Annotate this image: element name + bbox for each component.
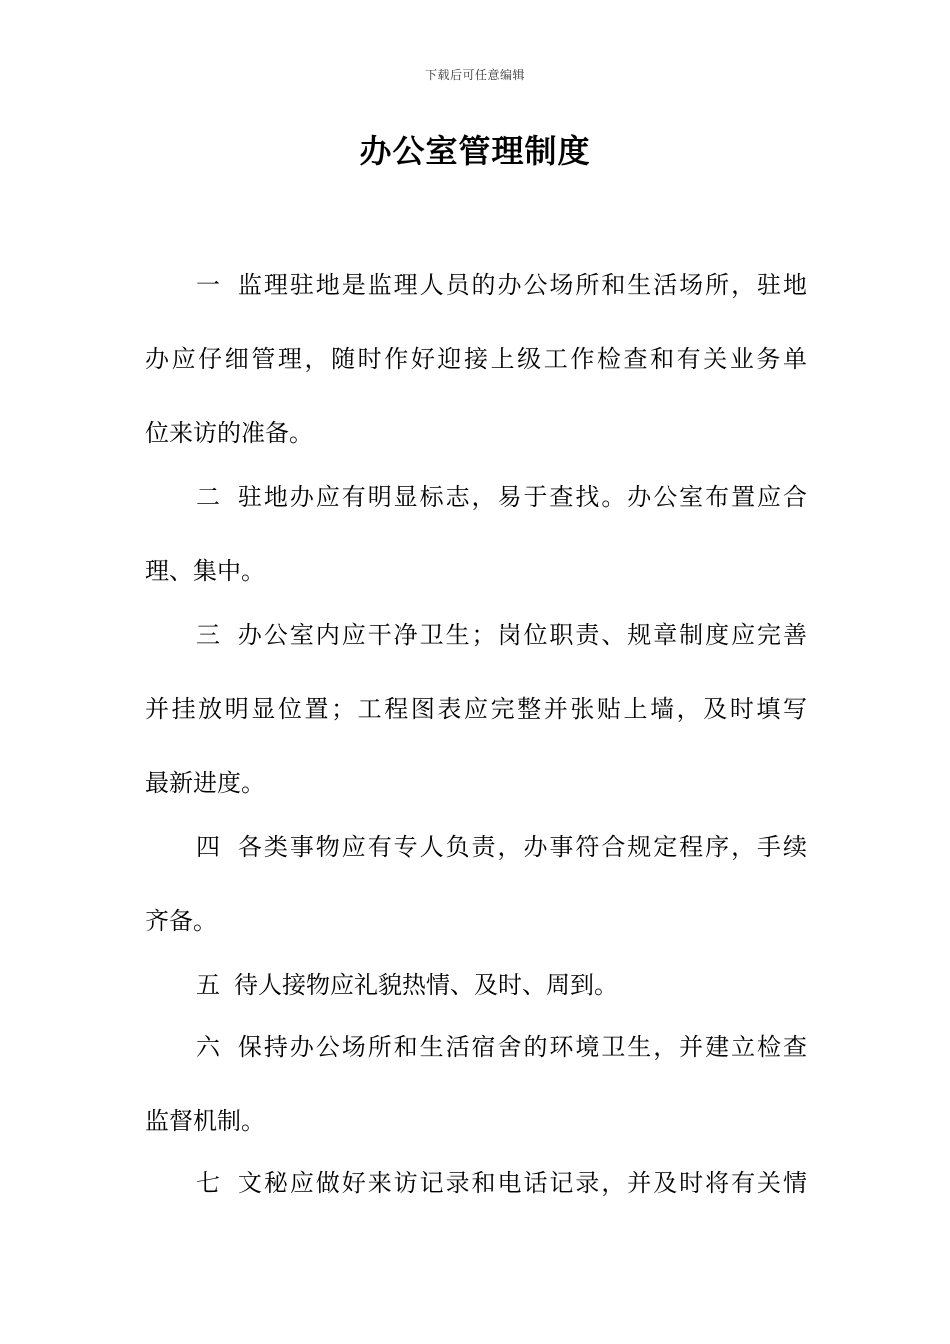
paragraph-2-text: 驻地办应有明显标志，易于查找。办公室布置应合 (235, 483, 808, 511)
paragraph-3-line-1 (196, 618, 807, 652)
paragraph-1-line-2: 办应仔细管理，随时作好迎接上级工作检查和有关业务单 (145, 345, 807, 373)
paragraph-6-line-1 (196, 1030, 807, 1064)
paragraph-3-text: 办公室内应干净卫生；岗位职责、规章制度应完善 (235, 621, 808, 649)
document-title: 办公室管理制度 (359, 132, 591, 170)
paragraph-5-line-1 (196, 968, 807, 1002)
paragraph-3-number: 三 (196, 621, 222, 649)
paragraph-7-text: 文秘应做好来访记录和电话记录，并及时将有关情 (235, 1169, 808, 1197)
paragraph-1-text: 监理驻地是监理人员的办公场所和生活场所，驻地 (235, 271, 808, 299)
paragraph-6-line-2: 监督机制。 (145, 1107, 265, 1135)
paragraph-7-line-1 (196, 1166, 807, 1200)
paragraph-5-text: 待人接物应礼貌热情、及时、周到。 (234, 971, 618, 999)
paragraph-6-number: 六 (196, 1033, 222, 1061)
paragraph-3-line-3: 最新进度。 (145, 769, 265, 797)
paragraph-1-number: 一 (196, 271, 222, 299)
paragraph-4-number: 四 (196, 833, 222, 861)
paragraph-2-line-1 (196, 480, 807, 514)
paragraph-3-line-2: 并挂放明显位置；工程图表应完整并张贴上墙，及时填写 (145, 695, 807, 723)
paragraph-6-text: 保持办公场所和生活宿舍的环境卫生，并建立检查 (235, 1033, 808, 1061)
header-note: 下载后可任意编辑 (424, 68, 525, 82)
paragraph-7-number: 七 (196, 1169, 222, 1197)
paragraph-1-line-1 (196, 268, 807, 302)
paragraph-4-line-1 (196, 830, 807, 864)
paragraph-5-number: 五 (196, 971, 220, 999)
paragraph-1-line-3: 位来访的准备。 (145, 419, 313, 447)
paragraph-2-number: 二 (196, 483, 222, 511)
paragraph-2-line-2: 理、集中。 (145, 557, 265, 585)
paragraph-4-text: 各类事物应有专人负责，办事符合规定程序，手续 (235, 833, 808, 861)
paragraph-4-line-2: 齐备。 (145, 907, 217, 935)
